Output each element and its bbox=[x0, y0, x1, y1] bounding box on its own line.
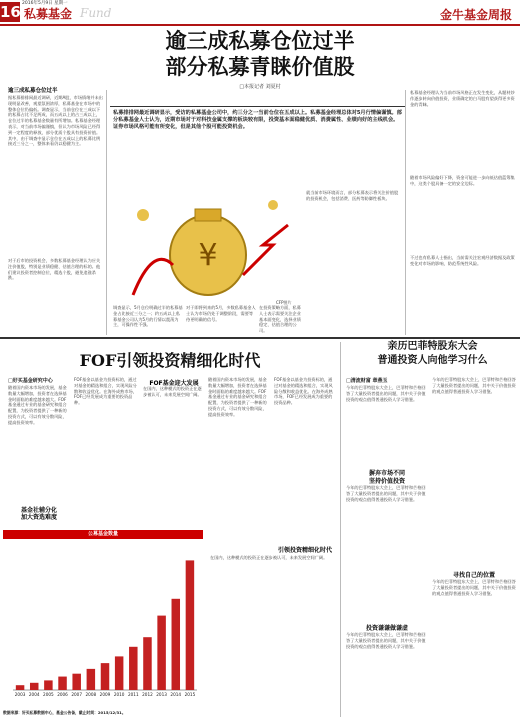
bar-2009 bbox=[101, 663, 109, 690]
fof-body-4: 随着国内资本市场的发展，基金数量大幅增加，投资者在选择基金时面临的难度越来越大。FOF基金通过专业的基金研究和组合配置，为投资者提供了一种新的投资方式，可以有效分散风险，提高投资效率。 bbox=[208, 377, 267, 417]
top-rule bbox=[0, 24, 520, 26]
fof-subhead-1: 基金社辅分化 bbox=[20, 507, 57, 514]
buffett-headline-line-2: 普通投资人向他学习什么 bbox=[377, 355, 488, 366]
tick-label-2004: 2004 bbox=[28, 692, 40, 697]
bar-2010 bbox=[115, 656, 123, 690]
tick-label-2012: 2012 bbox=[142, 692, 153, 697]
bar-2011 bbox=[129, 647, 137, 690]
fof-body-5: FOF基金以基金为投资标的，通过对基金的精选和组合，实现风险分散和收益优化。在海外成熟市场，FOF已经发展成为重要的投资品种。 bbox=[274, 377, 333, 406]
headline-line-1: 逾三成私募仓位过半 bbox=[165, 28, 355, 53]
buffett-body-1: 今年的巴菲特股东大会上，巴菲特和芒格回答了大量投资者提出的问题，其中关于价值投资的观点值得普通投资人学习借鉴。 bbox=[346, 385, 426, 402]
fof-body-3: 在国内，这种模式的投资正在逐步被认可，未来发展空间广阔。 bbox=[143, 386, 202, 397]
illustration-caption: CFP图片 bbox=[276, 300, 292, 305]
buffett-subhead-3: 寻找自己的位置 bbox=[452, 572, 495, 579]
fof-body-2: FOF基金以基金为投资标的，通过对基金的精选和组合，实现风险分散和收益优化。在海外成熟市场，FOF已经发展成为重要的投资品种。 bbox=[74, 377, 137, 406]
fund-count-chart bbox=[3, 540, 203, 708]
bar-2013 bbox=[157, 616, 165, 690]
fof-body-1: 随着国内资本市场的发展，基金数量大幅增加，投资者在选择基金时面临的难度越来越大。FOF基金通过专业的基金研究和组合配置，为投资者提供了一种新的投资方式，可以有效分散风险，提高投资效率。 bbox=[8, 385, 67, 425]
left-column-body: 据私募排排网最近调研，近期A股，市场情绪并未出现明显改善，观望氛围浓厚，私募基金在市场中的整体仓位仍偏低。调查显示，当前仓位在三成以下的私募占比不足两成，而五成以上的占三成以上，仓位过半的私募基金数量有所增加。私募基金经理表示，对当前市场偏谨慎，但认为市场风险已经得到一定程度的释放，部分优质个股具有投资价值。其中，由于调查中显示仓位在五成以上的私募比例接近三分之一，整体来看仍以稳健为主。 bbox=[8, 95, 103, 147]
buffett-headline-line-1: 亲历巴菲特股东大会 bbox=[387, 341, 478, 352]
section-rule bbox=[0, 337, 520, 339]
middle-column-1: 调查显示，5月仓位明确过半的私募基金占比接近三分之一；约五成以上私募基金公司认为5月的行情以震荡为主，可操作性不强。 bbox=[113, 305, 183, 328]
middle-column-3: 就当前市场环境而言，部分私募表示将关注价值股的投资机会，包括消费、医药等防御性板块。 bbox=[306, 190, 399, 201]
issue-date: 2016年5月9日 星期一 bbox=[22, 1, 68, 6]
fof-divider bbox=[340, 342, 341, 717]
right-column-2: 随着市场风险偏好下降，资金可能进一步向低估值蓝筹集中，这类个股具备一定的安全边际。 bbox=[410, 175, 515, 186]
fof-subhead-3: FOF基金迎大发展 bbox=[149, 380, 199, 387]
bar-2014 bbox=[172, 599, 180, 690]
main-headline bbox=[0, 28, 520, 80]
left-column-body-2: 对于后市的投资机会，多数私募基金经理认为应关注价值股，特别是业绩稳健、估值合理的标的。他们建议投资者控制仓位，精选个股，避免追涨杀跌。 bbox=[8, 258, 101, 281]
chart-footnote: 数据来源：好买私募数据中心，基金公告备，截止时间：2015/12/31。 bbox=[3, 710, 126, 715]
middle-column-4: 在投资策略方面，私募人士表示需要关注企业基本面变化，选择业绩稳定、估值合理的公司。 bbox=[259, 305, 301, 334]
bar-2004 bbox=[30, 683, 38, 690]
tick-label-2007: 2007 bbox=[71, 692, 83, 697]
buffett-subhead-1: 摒弃市场不同 bbox=[368, 470, 405, 477]
middle-column-2: 对于即将到来的5月，多数私募基金人士认为市场仍处于调整阶段，需要等待更明确的信号。 bbox=[186, 305, 256, 322]
page-number: 16 bbox=[0, 3, 21, 21]
byline: □本报记者 刘夏村 bbox=[239, 84, 281, 90]
buffett-author: □清流财富 章燕玉 bbox=[346, 378, 388, 384]
buffett-subhead-2: 坚持价值投资 bbox=[368, 478, 405, 485]
column-divider bbox=[106, 90, 107, 335]
buffett-headline bbox=[345, 340, 520, 368]
tick-label-2003: 2003 bbox=[14, 692, 26, 697]
section-en-label: Fund bbox=[80, 6, 112, 20]
masthead: 金牛基金周报 bbox=[439, 8, 512, 22]
tick-label-2011: 2011 bbox=[127, 692, 139, 697]
lead-rule bbox=[110, 106, 406, 107]
left-column-heading: 逾三成私募仓位过半 bbox=[8, 88, 58, 94]
fof-subhead-4: 引领投资精细化时代 bbox=[277, 547, 332, 554]
svg-text:¥: ¥ bbox=[198, 238, 218, 273]
bar-2006 bbox=[58, 677, 66, 690]
bar-2005 bbox=[44, 680, 52, 690]
section-name: 私募基金 bbox=[24, 7, 73, 21]
buffett-body-5: 今年的巴菲特股东大会上，巴菲特和芒格回答了大量投资者提出的问题，其中关于价值投资的观点值得普通投资人学习借鉴。 bbox=[432, 579, 516, 596]
right-column-3: 不过也有私募人士指出，当前需关注宏观经济数据及政策变化对市场的影响，防范系统性风险。 bbox=[410, 255, 515, 266]
tick-label-2013: 2013 bbox=[156, 692, 167, 697]
tick-label-2006: 2006 bbox=[57, 692, 68, 697]
tick-label-2015: 2015 bbox=[184, 692, 196, 697]
tick-label-2010: 2010 bbox=[113, 692, 125, 697]
bar-2008 bbox=[87, 669, 95, 690]
tick-label-2014: 2014 bbox=[170, 692, 182, 697]
bar-2012 bbox=[143, 637, 151, 690]
tick-label-2008: 2008 bbox=[85, 692, 97, 697]
chart-title: 公募基金数量 bbox=[3, 530, 203, 539]
right-column-1: 私募基金经理认为当前市场风格正在发生变化，从题材炒作逐步转向价值投资，业绩确定的白马股有望获得更多资金的青睐。 bbox=[410, 90, 515, 107]
headline-line-2: 部分私募青睐价值股 bbox=[165, 54, 355, 79]
tick-label-2005: 2005 bbox=[43, 692, 54, 697]
buffett-body-2: 今年的巴菲特股东大会上，巴菲特和芒格回答了大量投资者提出的问题，其中关于价值投资的观点值得普通投资人学习借鉴。 bbox=[346, 485, 426, 502]
bar-2015 bbox=[186, 560, 194, 690]
fof-headline: FOF引领投资精细化时代 bbox=[79, 351, 261, 370]
tick-label-2009: 2009 bbox=[99, 692, 111, 697]
buffett-body-3: 今年的巴菲特股东大会上，巴菲特和芒格回答了大量投资者提出的问题，其中关于价值投资的观点值得普通投资人学习借鉴。 bbox=[346, 632, 426, 649]
fof-subhead-2: 加大资选难度 bbox=[20, 514, 57, 521]
bar-2003 bbox=[16, 685, 24, 690]
lead-paragraph: 私募排排网最近调研显示，受访的私募基金公司中，约三分之一当前仓位在五成以上。私募基金经理总体对5月行情偏谨慎。部分私募基金人士认为，近期市场对于对科技金属支撑的板块较有限，投资基本面稳健优质、消费属性、业绩向好的主线机会。证券市场风格可能有所变化，但是其他个股可能投资机会。 bbox=[113, 110, 402, 130]
money-bag-illustration bbox=[113, 185, 303, 305]
buffett-body-4: 今年的巴菲特股东大会上，巴菲特和芒格回答了大量投资者提出的问题，其中关于价值投资的观点值得普通投资人学习借鉴。 bbox=[432, 377, 516, 394]
column-divider-right bbox=[405, 90, 406, 335]
bar-2007 bbox=[72, 674, 80, 690]
fof-author: □好买基金研究中心 bbox=[8, 378, 53, 384]
buffett-subhead-4: 投资谦谦做谦虚 bbox=[365, 625, 408, 632]
fof-body-6: 在国内，这种模式的投资正在逐步被认可，未来发展空间广阔。 bbox=[210, 555, 328, 560]
